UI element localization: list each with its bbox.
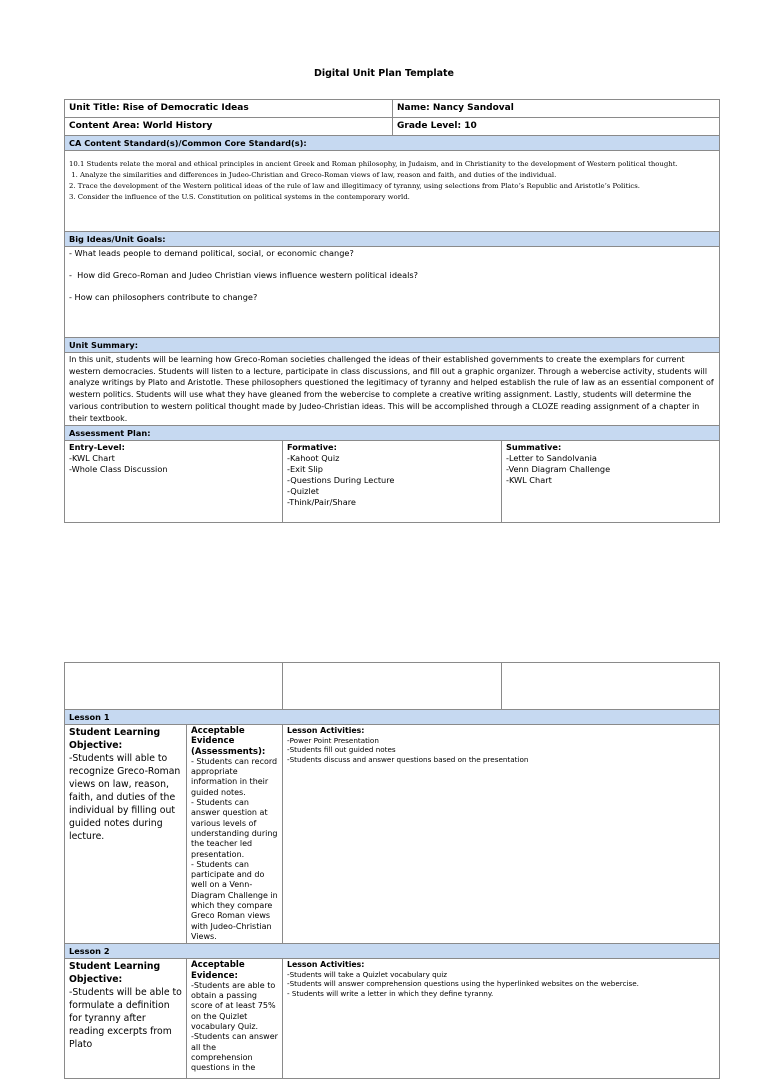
unit-summary-text: In this unit, students will be learning how Greco-Roman societies challenged the ideas of their established governments to create the exemplars for current western democracies. Students will listen to a lecture, participate in class discussions, and fill out a graphic organizer. Through a webercise activity, students will analyze writings by Plato and Aristotle. These philosophers questioned the legitimacy of tyranny and helped establish the rule of law as an essential component of western politics. Students will use what they have gleaned from the webercise to complete a creative writing assignment. Lastly, students will determine the various contribution to western political thought made by Judeo-Christian ideas. This will be accomplished through a CLOZE reading assignment of a chapter in their textbook. — [65, 353, 720, 426]
entry-level-label: Entry-Level: — [69, 442, 125, 453]
summative-label: Summative: — [506, 442, 562, 453]
objective-label: Student Learning Objective: — [69, 961, 161, 986]
assessment-item: -Kahoot Quiz — [287, 453, 340, 464]
evidence-item: -Students can answer all the comprehension questions in the — [191, 1032, 278, 1073]
assessment-item: -Think/Pair/Share — [287, 497, 356, 508]
lesson-1-evidence — [187, 725, 283, 944]
activity-item: -Power Point Presentation — [287, 735, 379, 745]
activity-item: -Students fill out guided notes — [287, 745, 396, 754]
big-idea-question: - What leads people to demand political, social, or economic change? — [69, 248, 354, 258]
lessons-table — [64, 662, 720, 1079]
assessment-plan-header: Assessment Plan: — [65, 426, 720, 441]
activities-label: Lesson Activities: — [287, 960, 365, 970]
formative-label: Formative: — [287, 442, 337, 453]
activity-item: -Students will answer comprehension questions using the hyperlinked websites on the webercise. — [287, 979, 639, 989]
objective-label: Student Learning Objective: — [69, 727, 161, 751]
activity-item: - Students will write a letter in which they define tyranny. — [287, 988, 494, 998]
lesson-1-header: Lesson 1 — [65, 710, 720, 725]
big-ideas-cell — [65, 247, 720, 338]
activity-item: -Students will take a Quizlet vocabulary quiz — [287, 969, 448, 979]
summative-cell — [502, 441, 720, 523]
standard-line: 10.1 Students relate the moral and ethical principles in ancient Greek and Roman philosophy, in Judaism, and in Christianity to the development of Western political thought. — [69, 160, 678, 168]
evidence-item: - Students can participate and do well on a Venn-Diagram Challenge in which they compare Greco Roman views with Judeo-Christian Views. — [191, 859, 278, 941]
big-idea-question: - How can philosophers contribute to change? — [69, 292, 258, 302]
content-area: Content Area: World History — [65, 118, 393, 136]
unit-title: Unit Title: Rise of Democratic Ideas — [65, 100, 393, 118]
standards-cell — [65, 151, 720, 232]
objective-text: -Students will able to recognize Greco-Roman views on law, reason, faith, and duties of the individual by filling out guided notes during lecture. — [69, 753, 181, 842]
blank-cell — [65, 663, 283, 710]
document-title: Digital Unit Plan Template — [313, 68, 454, 79]
unit-plan-table — [64, 99, 720, 523]
unit-summary-header: Unit Summary: — [65, 338, 720, 353]
evidence-item: - Students can record appropriate information in their guided notes. — [191, 756, 278, 797]
evidence-item: -Students are able to obtain a passing score of at least 75% on the Quizlet vocabulary Quiz. — [191, 980, 276, 1032]
teacher-name: Name: Nancy Sandoval — [393, 100, 720, 118]
evidence-item: - Students can answer question at various levels of understanding during the teacher led presentation. — [191, 798, 278, 859]
activity-item: -Students discuss and answer questions based on the presentation — [287, 754, 529, 764]
blank-cell — [502, 663, 720, 710]
assessment-item: -Venn Diagram Challenge — [506, 464, 611, 475]
blank-cell — [283, 663, 502, 710]
grade-level: Grade Level: 10 — [393, 118, 720, 136]
assessment-item: -KWL Chart — [69, 453, 115, 464]
assessment-item: -KWL Chart — [506, 475, 552, 486]
big-ideas-header: Big Ideas/Unit Goals: — [65, 232, 720, 247]
big-idea-question: - How did Greco-Roman and Judeo Christian views influence western political ideals? — [69, 270, 418, 280]
lesson-1-activities — [283, 725, 720, 944]
lesson-2-header: Lesson 2 — [65, 944, 720, 959]
formative-cell — [283, 441, 502, 523]
assessment-item: -Questions During Lecture — [287, 475, 395, 486]
assessment-item: -Letter to Sandolvania — [506, 453, 597, 464]
objective-text: -Students will be able to formulate a definition for tyranny after reading excerpts from Plato — [69, 987, 182, 1051]
lesson-2-evidence — [187, 959, 283, 1079]
lesson-2-objective — [65, 959, 187, 1079]
activities-label: Lesson Activities: — [287, 726, 365, 735]
assessment-item: -Quizlet — [287, 486, 319, 497]
assessment-item: -Exit Slip — [287, 464, 324, 475]
standard-line: 2. Trace the development of the Western political ideas of the rule of law and illegitimacy of tyranny, using selections from Plato’s Republic and Aristotle’s Politics. — [69, 182, 640, 190]
assessment-item: -Whole Class Discussion — [69, 464, 168, 475]
entry-level-cell — [65, 441, 283, 523]
lesson-2-activities — [283, 959, 720, 1079]
evidence-label: Acceptable Evidence (Assessments): — [191, 726, 266, 757]
standards-header: CA Content Standard(s)/Common Core Standard(s): — [65, 136, 720, 151]
evidence-label: Acceptable Evidence: — [191, 960, 245, 981]
lesson-1-objective — [65, 725, 187, 944]
standard-line: 1. Analyze the similarities and differences in Judeo-Christian and Greco-Roman views of law, reason and faith, and duties of the individual. — [69, 171, 557, 179]
standard-line: 3. Consider the influence of the U.S. Constitution on political systems in the contemporary world. — [69, 193, 410, 201]
